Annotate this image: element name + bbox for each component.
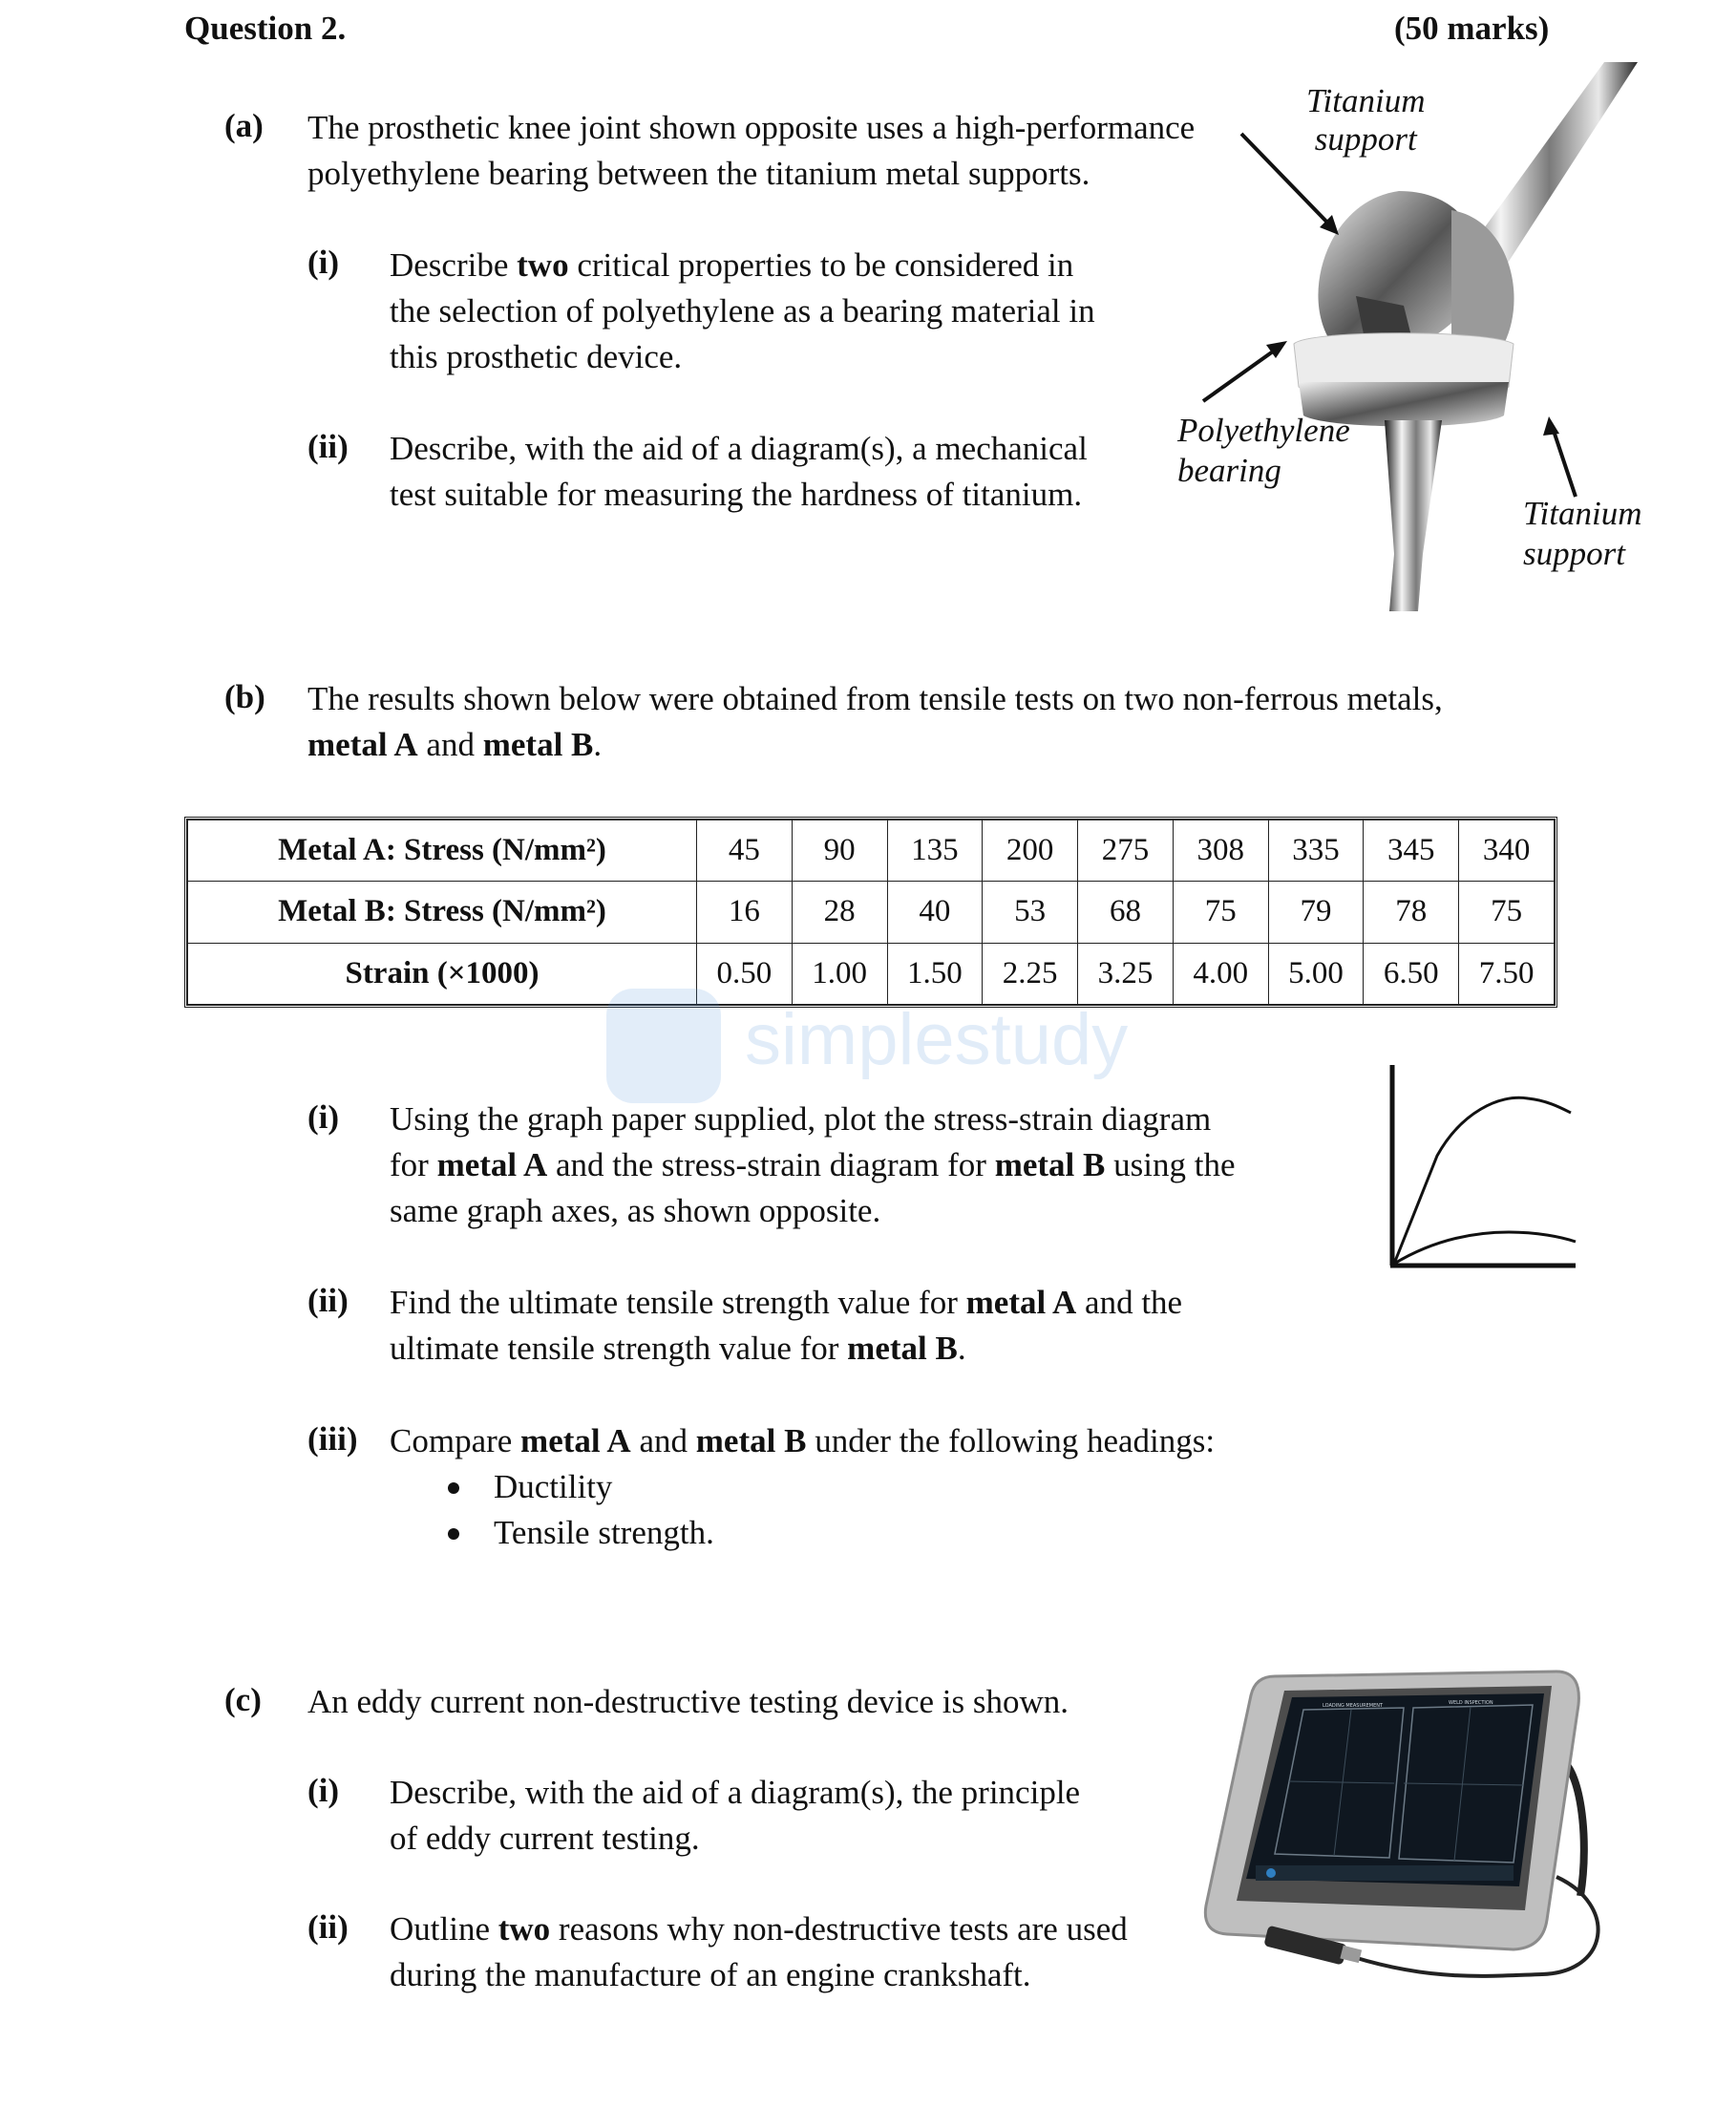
part-b-intro <box>307 676 1443 768</box>
part-b-iii-line1: Compare metal A and metal B under the following headings: <box>390 1422 1216 1459</box>
part-c-i-label: (i) <box>307 1772 340 1809</box>
label-titanium-bottom-line1: Titanium <box>1523 495 1642 532</box>
part-b-ii-line1: Find the ultimate tensile strength value for metal A and the <box>390 1284 1183 1321</box>
part-a-ii-label: (ii) <box>307 428 349 465</box>
part-a-i-text <box>390 243 1095 380</box>
table-cell: 75 <box>1459 882 1555 943</box>
part-b-i-line1: Using the graph paper supplied, plot the stress-strain diagram <box>390 1100 1212 1138</box>
bullet-dot <box>448 1528 459 1540</box>
part-b-ii-text <box>390 1280 1182 1372</box>
part-c-ii-line2: during the manufacture of an engine crankshaft. <box>390 1956 1031 1993</box>
watermark-text: simplestudy <box>745 999 1129 1080</box>
part-a-intro-line1: The prosthetic knee joint shown opposite uses a high-performance <box>307 109 1196 146</box>
screen-panel-right-title: WELD INSPECTION <box>1449 1700 1493 1706</box>
bullet-dot <box>448 1482 459 1494</box>
question-marks: (50 marks) <box>1394 10 1550 47</box>
table-cell: 53 <box>983 882 1078 943</box>
row-header: Strain (×1000) <box>188 943 697 1004</box>
part-b-i-label: (i) <box>307 1098 340 1136</box>
stress-strain-sketch <box>1385 1060 1585 1275</box>
part-b-i-line2: for metal A and the stress-strain diagram for metal B using the <box>390 1146 1236 1183</box>
part-b-i-text <box>390 1097 1235 1234</box>
table-cell: 200 <box>983 820 1078 882</box>
part-a-intro <box>307 105 1195 197</box>
table-cell: 275 <box>1078 820 1174 882</box>
part-b-ii-line2: ultimate tensile strength value for metal B. <box>390 1330 966 1367</box>
part-a-i-line3: this prosthetic device. <box>390 338 683 375</box>
table-cell: 79 <box>1268 882 1364 943</box>
table-cell: 78 <box>1364 882 1459 943</box>
sketch-curve-metal-b <box>1394 1232 1576 1264</box>
label-titanium-bottom-line2: support <box>1523 535 1625 572</box>
table-cell: 68 <box>1078 882 1174 943</box>
table-cell: 4.00 <box>1173 943 1268 1004</box>
tensile-table <box>187 820 1555 1005</box>
table-cell: 3.25 <box>1078 943 1174 1004</box>
part-a-ii-line2: test suitable for measuring the hardness of titanium. <box>390 476 1083 513</box>
label-titanium-top-line2: support <box>1314 120 1417 158</box>
part-a-label: (a) <box>224 107 264 144</box>
watermark <box>606 989 1129 1103</box>
table-cell: 2.25 <box>983 943 1078 1004</box>
table-cell: 6.50 <box>1364 943 1459 1004</box>
part-c-ii-line1: Outline two reasons why non-destructive tests are used <box>390 1910 1128 1948</box>
label-polyethylene-line1: Polyethylene <box>1177 412 1350 449</box>
table-row <box>188 820 1555 882</box>
part-b-intro-line1: The results shown below were obtained from tensile tests on two non-ferrous metals, <box>307 680 1443 717</box>
table-row <box>188 882 1555 943</box>
table-cell: 75 <box>1173 882 1268 943</box>
part-a-ii-line1: Describe, with the aid of a diagram(s), a mechanical <box>390 430 1088 467</box>
table-cell: 28 <box>792 882 887 943</box>
watermark-logo-icon <box>606 989 721 1103</box>
label-polyethylene-line2: bearing <box>1177 452 1281 489</box>
tensile-results-table <box>184 817 1557 1008</box>
table-cell: 340 <box>1459 820 1555 882</box>
part-b-intro-line2: metal A and metal B. <box>307 726 603 763</box>
part-a-ii-text <box>390 426 1088 518</box>
question-title: Question 2. <box>184 10 347 47</box>
table-cell: 90 <box>792 820 887 882</box>
row-header: Metal B: Stress (N/mm²) <box>188 882 697 943</box>
part-c-i-line2: of eddy current testing. <box>390 1820 700 1857</box>
part-b-ii-label: (ii) <box>307 1282 349 1319</box>
bullet-ductility: Ductility <box>494 1468 613 1505</box>
table-cell: 308 <box>1173 820 1268 882</box>
part-b-iii-text <box>390 1418 1215 1464</box>
part-a-i-line2: the selection of polyethylene as a bearing material in <box>390 292 1095 330</box>
part-c-label: (c) <box>224 1681 262 1718</box>
part-a-intro-line2: polyethylene bearing between the titanium metal supports. <box>307 155 1090 192</box>
screen-panel-left-title: LOADING MEASUREMENT <box>1323 1703 1384 1709</box>
label-titanium-support-bottom <box>1523 494 1641 574</box>
label-polyethylene-bearing <box>1177 411 1350 491</box>
table-cell: 135 <box>887 820 983 882</box>
table-cell: 1.50 <box>887 943 983 1004</box>
table-cell: 0.50 <box>697 943 793 1004</box>
table-cell: 7.50 <box>1459 943 1555 1004</box>
eddy-current-device-image <box>1198 1667 1619 2001</box>
table-cell: 45 <box>697 820 793 882</box>
part-a-i-label: (i) <box>307 244 340 281</box>
label-titanium-support-top <box>1306 82 1425 159</box>
part-a-i-line1: Describe two critical properties to be considered in <box>390 246 1074 284</box>
bullet-tensile-strength: Tensile strength. <box>494 1514 714 1551</box>
table-cell: 1.00 <box>792 943 887 1004</box>
part-c-ii-text <box>390 1906 1128 1998</box>
sketch-curve-metal-a <box>1394 1097 1571 1264</box>
part-c-intro: An eddy current non-destructive testing device is shown. <box>307 1683 1069 1720</box>
part-c-ii-label: (ii) <box>307 1908 349 1946</box>
part-b-i-line3: same graph axes, as shown opposite. <box>390 1192 881 1229</box>
table-cell: 16 <box>697 882 793 943</box>
row-header: Metal A: Stress (N/mm²) <box>188 820 697 882</box>
part-b-iii-label: (iii) <box>307 1420 358 1458</box>
table-cell: 5.00 <box>1268 943 1364 1004</box>
table-cell: 40 <box>887 882 983 943</box>
part-c-i-line1: Describe, with the aid of a diagram(s), the principle <box>390 1774 1081 1811</box>
table-cell: 335 <box>1268 820 1364 882</box>
part-c-i-text <box>390 1770 1080 1862</box>
table-cell: 345 <box>1364 820 1459 882</box>
label-titanium-top-line1: Titanium <box>1306 82 1426 119</box>
part-b-label: (b) <box>224 678 265 715</box>
